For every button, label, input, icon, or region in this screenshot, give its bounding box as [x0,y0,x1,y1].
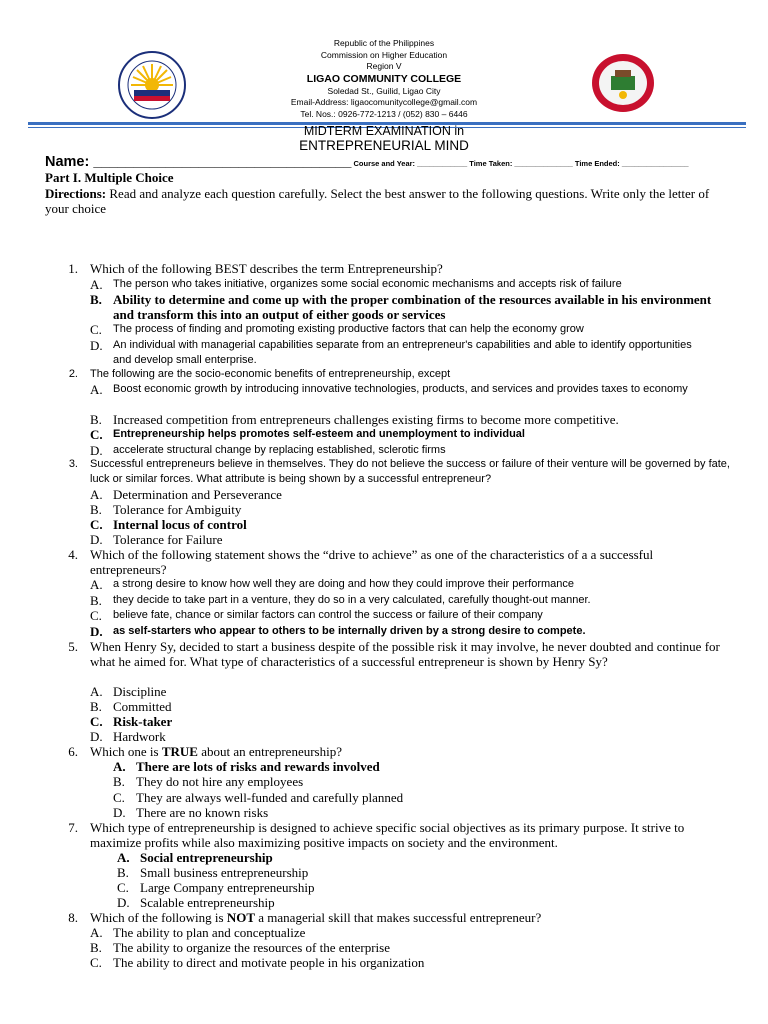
option-text: Discipline [113,684,167,699]
option-text: An individual with managerial capabilities separate from an entrepreneur's capabilities and able to identify opportunities and develop small enterprise. [113,339,692,366]
question-number: 6. [68,744,78,759]
option-text: Determination and Perseverance [113,487,282,502]
option-text: Ability to determine and come up with the proper combination of the resources available in his environment and transform this into an output of either goods or services [113,292,712,322]
option-letter: B. [113,774,125,789]
option-text: The ability to organize the resources of the enterprise [113,940,390,955]
option-letter: A. [90,684,103,699]
part-heading: Part I. Multiple Choice [45,170,174,185]
college-tel: Tel. Nos.: 0926-772-1213 / (052) 830 – 6446 [300,108,468,119]
question-text-emphasis: NOT [226,910,256,925]
option-letter: A. [90,487,103,502]
question-text-emphasis: TRUE [161,744,198,759]
question-text-post: a managerial skill that makes successful entrepreneur? [255,910,542,925]
option-text: They do not hire any employees [136,774,304,789]
option-text: Committed [113,699,172,714]
option-letter: C. [90,322,102,337]
option-text: they decide to take part in a venture, they do so in a very calculated, carefully thought-out manner. [113,594,591,606]
question-number: 3. [68,458,78,470]
option-letter: D. [117,895,130,910]
option-text: Increased competition from entrepreneurs challenges existing firms to become more competitive. [113,412,619,427]
option-letter: B. [90,292,102,307]
directions-label: Directions: [45,186,107,201]
region-line: Region V [366,61,402,72]
option-text: The process of finding and promoting existing productive factors that can help the economy grow [113,323,584,335]
option-letter: A. [117,850,130,865]
question-text: Which type of entrepreneurship is designed to achieve specific social objectives as its primary purpose. It strive to maximize profits while also maximizing positive impacts on society and the environment. [90,820,685,850]
letterhead [0,38,768,121]
option-letter: C. [90,714,103,729]
option-text: Risk-taker [113,714,173,729]
option-text: believe fate, chance or similar factors can control the success or failure of their company [113,609,543,621]
option-letter: B. [90,940,102,955]
option-letter: A. [113,759,126,774]
option-letter: B. [90,412,102,427]
option-text: There are lots of risks and rewards involved [136,759,380,774]
question-text: Which of the following BEST describes the term Entrepreneurship? [90,261,443,276]
option-text: There are no known risks [136,805,269,820]
option-letter: D. [90,532,103,547]
option-letter: A. [90,925,103,940]
option-letter: A. [90,382,103,397]
option-text: Tolerance for Failure [113,532,223,547]
option-text: Small business entrepreneurship [140,865,309,880]
option-letter: C. [117,880,129,895]
commission-line: Commission on Higher Education [320,49,448,60]
option-letter: B. [90,699,102,714]
directions [45,186,735,216]
exam-title: MIDTERM EXAMINATION in [303,124,465,138]
question-number: 4. [68,547,78,562]
question-number: 2. [68,368,78,380]
option-text: accelerate structural change by replacing established, sclerotic firms [113,444,446,456]
option-text: a strong desire to know how well they are doing and how they could improve their performance [113,578,575,590]
question-text-pre: Which of the following is [90,910,227,925]
option-text: Scalable entrepreneurship [140,895,275,910]
question-number: 8. [68,910,78,925]
question-text: Which of the following statement shows the “drive to achieve” as one of the characteristics of a a successful entrepreneurs? [90,547,654,577]
directions-text: Read and analyze each question carefully. Select the best answer to the following questions. Write only the letter of your choice [45,186,710,216]
student-info-line [45,153,765,171]
question-text [90,910,730,925]
option-letter: D. [90,338,103,353]
option-text: Hardwork [113,729,166,744]
question-number: 7. [68,820,78,835]
option-letter: B. [90,593,102,608]
option-letter: C. [90,517,103,532]
option-letter: B. [90,502,102,517]
question-text: When Henry Sy, decided to start a business despite of the possible risk it may involve, he never doubted and continue for what he aimed for. What type of characteristics of a successful entrepreneur is shown by Henry Sy? [90,639,720,669]
option-text: The ability to plan and conceptualize [113,925,306,940]
option-letter: D. [90,443,103,458]
course-time-fields: Course and Year: ____________ Time Taken: ______________ Time Ended: ________________ [351,159,689,168]
option-text: Internal locus of control [113,517,247,532]
option-letter: D. [90,729,103,744]
option-text: They are always well-funded and carefully planned [136,790,404,805]
option-text: Large Company entrepreneurship [140,880,315,895]
option-letter: C. [113,790,125,805]
option-letter: C. [90,608,102,623]
republic-line: Republic of the Philippines [333,38,435,48]
option-text: The ability to direct and motivate people in his organization [113,955,425,970]
option-text: Tolerance for Ambiguity [113,502,242,517]
college-email: Email-Address: ligaocomunitycollege@gmail.com [290,97,478,108]
college-address: Soledad St., Guilid, Ligao City [327,85,441,96]
question-number: 5. [68,639,78,654]
option-text: Entrepreneurship helps promotes self-esteem and unemployment to individual [113,428,525,440]
option-letter: C. [90,955,102,970]
college-name: LIGAO COMMUNITY COLLEGE [306,72,462,85]
question-text: Successful entrepreneurs believe in themselves. They do not believe the success or failure of their venture will be governed by fate, luck or similar forces. What attribute is being shown by a successful entrepreneur? [90,458,730,485]
question-text-pre: Which one is [90,744,162,759]
option-letter: D. [90,624,103,639]
option-letter: A. [90,577,103,592]
option-text: The person who takes initiative, organizes some social economic mechanisms and accepts risk of failure [113,278,622,290]
option-letter: B. [117,865,129,880]
question-number: 1. [68,261,78,276]
option-text: Boost economic growth by introducing innovative technologies, products, and services and provides taxes to economy [113,383,688,395]
exam-subject: ENTREPRENEURIAL MIND [299,138,469,153]
option-text: as self-starters who appear to others to be internally driven by a strong desire to compete. [113,625,586,637]
question-text [90,744,730,759]
option-letter: A. [90,277,103,292]
option-letter: D. [113,805,126,820]
question-text: The following are the socio-economic benefits of entrepreneurship, except [90,368,451,380]
question-text-post: about an entrepreneurship? [197,744,342,759]
name-label: Name: ________________________________ [45,154,352,170]
option-letter: C. [90,427,103,442]
option-text: Social entrepreneurship [140,850,273,865]
